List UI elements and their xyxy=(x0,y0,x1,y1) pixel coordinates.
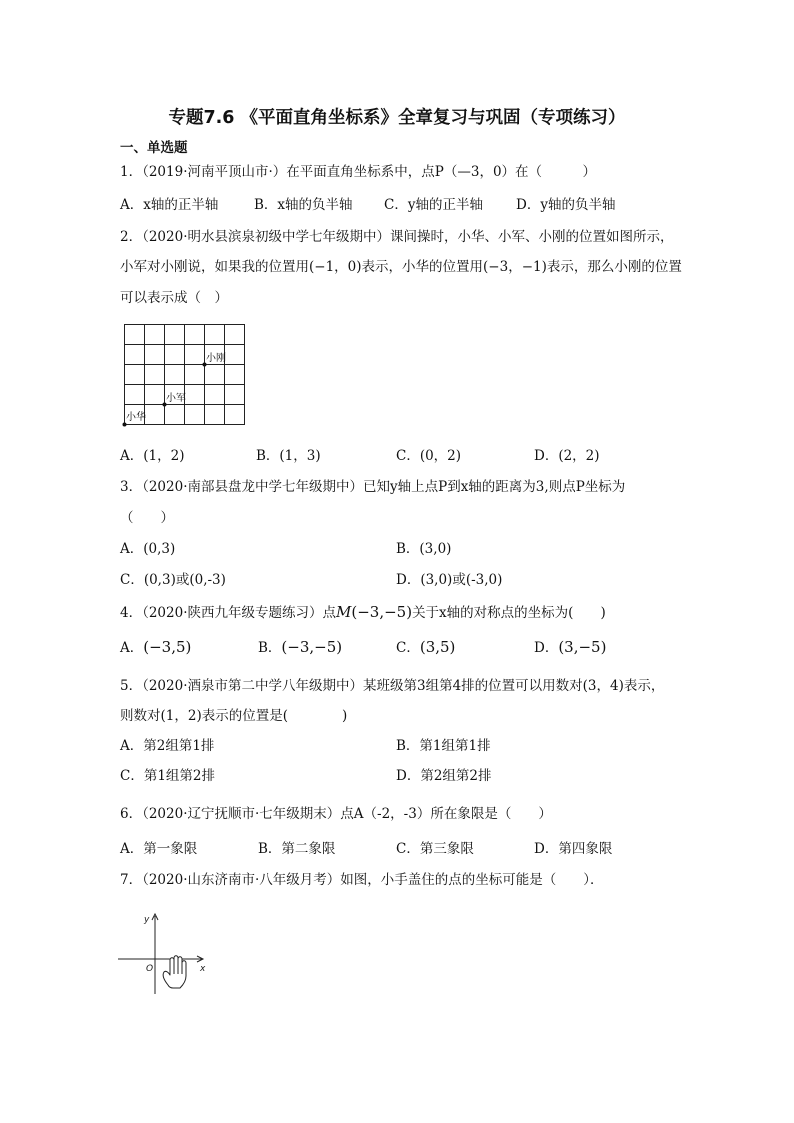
q4-option-a-label: A． xyxy=(120,640,144,656)
hand-icon xyxy=(163,956,186,988)
q2-position-grid xyxy=(124,324,248,428)
q4-option-d-value: (3,−5) xyxy=(558,638,607,656)
q4-option-c-label: C． xyxy=(396,640,420,656)
q4-option-b-label: B． xyxy=(258,640,282,656)
q3-option-b[interactable]: B．(3,0) xyxy=(396,541,452,557)
q1-stem: 1．（2019·河南平顶山市·）在平面直角坐标系中，点P（—3，0）在（ ） xyxy=(120,164,597,180)
q3-option-a[interactable]: A．(0,3) xyxy=(120,541,176,557)
section-heading: 一、单选题 xyxy=(120,140,188,156)
q1-option-b[interactable]: B．x轴的负半轴 xyxy=(254,197,353,213)
q2-stem-line3: 可以表示成（ ） xyxy=(120,290,228,306)
xiaohua-point xyxy=(123,423,127,427)
x-axis-label: x xyxy=(200,964,206,974)
q3-option-d[interactable]: D．(3,0)或(-3,0) xyxy=(396,572,503,588)
q4-option-c-value: (3,5) xyxy=(419,638,456,656)
page-title: 专题7.6 《平面直角坐标系》全章复习与巩固（专项练习） xyxy=(168,108,626,128)
q6-option-a[interactable]: A．第一象限 xyxy=(120,841,198,857)
q4-stem-suffix: 关于x轴的对称点的坐标为( ) xyxy=(412,605,606,621)
q2-option-a[interactable]: A．(1，2) xyxy=(120,448,185,464)
q7-stem: 7．（2020·山东济南市·八年级月考）如图，小手盖住的点的坐标可能是（ ）． xyxy=(120,872,604,888)
q4-point-coord: (−3,−5) xyxy=(351,603,413,621)
q1-option-a[interactable]: A．x轴的正半轴 xyxy=(120,197,219,213)
q3-stem-line2: （ ） xyxy=(120,510,174,526)
q4-option-a[interactable] xyxy=(120,640,191,656)
q4-point-m: M xyxy=(336,603,352,621)
q4-stem-prefix: 4．（2020·陕西九年级专题练习）点 xyxy=(120,605,336,621)
q5-option-d[interactable]: D．第2组第2排 xyxy=(396,768,492,784)
q4-option-d-label: D． xyxy=(534,640,559,656)
q4-option-d[interactable] xyxy=(534,640,606,656)
q6-stem: 6．（2020·辽宁抚顺市·七年级期末）点A（-2，-3）所在象限是（ ） xyxy=(120,806,552,822)
q7-coordinate-figure xyxy=(118,908,210,1000)
q5-stem-line1: 5．（2020·酒泉市第二中学八年级期中）某班级第3组第4排的位置可以用数对(3，4)表示， xyxy=(120,678,665,694)
q1-option-c[interactable]: C．y轴的正半轴 xyxy=(384,197,483,213)
origin-label: O xyxy=(146,964,154,974)
label-xiaojun: 小军 xyxy=(166,393,186,404)
q2-stem-line2: 小军对小刚说，如果我的位置用(−1，0)表示，小华的位置用(−3，−1)表示，那么小刚的位置 xyxy=(120,259,682,275)
q6-option-d[interactable]: D．第四象限 xyxy=(534,841,613,857)
q4-option-c[interactable] xyxy=(396,640,455,656)
q4-option-b-value: (−3,−5) xyxy=(281,638,343,656)
q5-stem-line2: 则数对(1，2)表示的位置是( ) xyxy=(120,708,348,724)
q5-option-b[interactable]: B．第1组第1排 xyxy=(396,738,491,754)
q3-option-c[interactable]: C．(0,3)或(0,-3) xyxy=(120,572,226,588)
q5-option-c[interactable]: C．第1组第2排 xyxy=(120,768,216,784)
y-axis-label: y xyxy=(144,915,150,925)
q6-option-b[interactable]: B．第二象限 xyxy=(258,841,336,857)
q2-option-b[interactable]: B．(1，3) xyxy=(256,448,321,464)
grid-lines xyxy=(125,325,245,425)
q4-option-a-value: (−3,5) xyxy=(143,638,192,656)
q2-stem-line1: 2．（2020·明水县滨泉初级中学七年级期中）课间操时，小华、小军、小刚的位置如图所示， xyxy=(120,229,674,245)
q2-option-d[interactable]: D．(2，2) xyxy=(534,448,600,464)
q6-option-c[interactable]: C．第三象限 xyxy=(396,841,474,857)
q4-option-b[interactable] xyxy=(258,640,342,656)
q2-option-c[interactable]: C．(0，2) xyxy=(396,448,462,464)
q3-stem-line1: 3．（2020·南部县盘龙中学七年级期中）已知y轴上点P到x轴的距离为3,则点P坐标为 xyxy=(120,479,626,495)
q5-option-a[interactable]: A．第2组第1排 xyxy=(120,738,215,754)
label-xiaogang: 小刚 xyxy=(206,353,226,364)
q1-option-d[interactable]: D．y轴的负半轴 xyxy=(516,197,616,213)
label-xiaohua: 小华 xyxy=(126,412,146,423)
q4-stem xyxy=(120,605,606,621)
